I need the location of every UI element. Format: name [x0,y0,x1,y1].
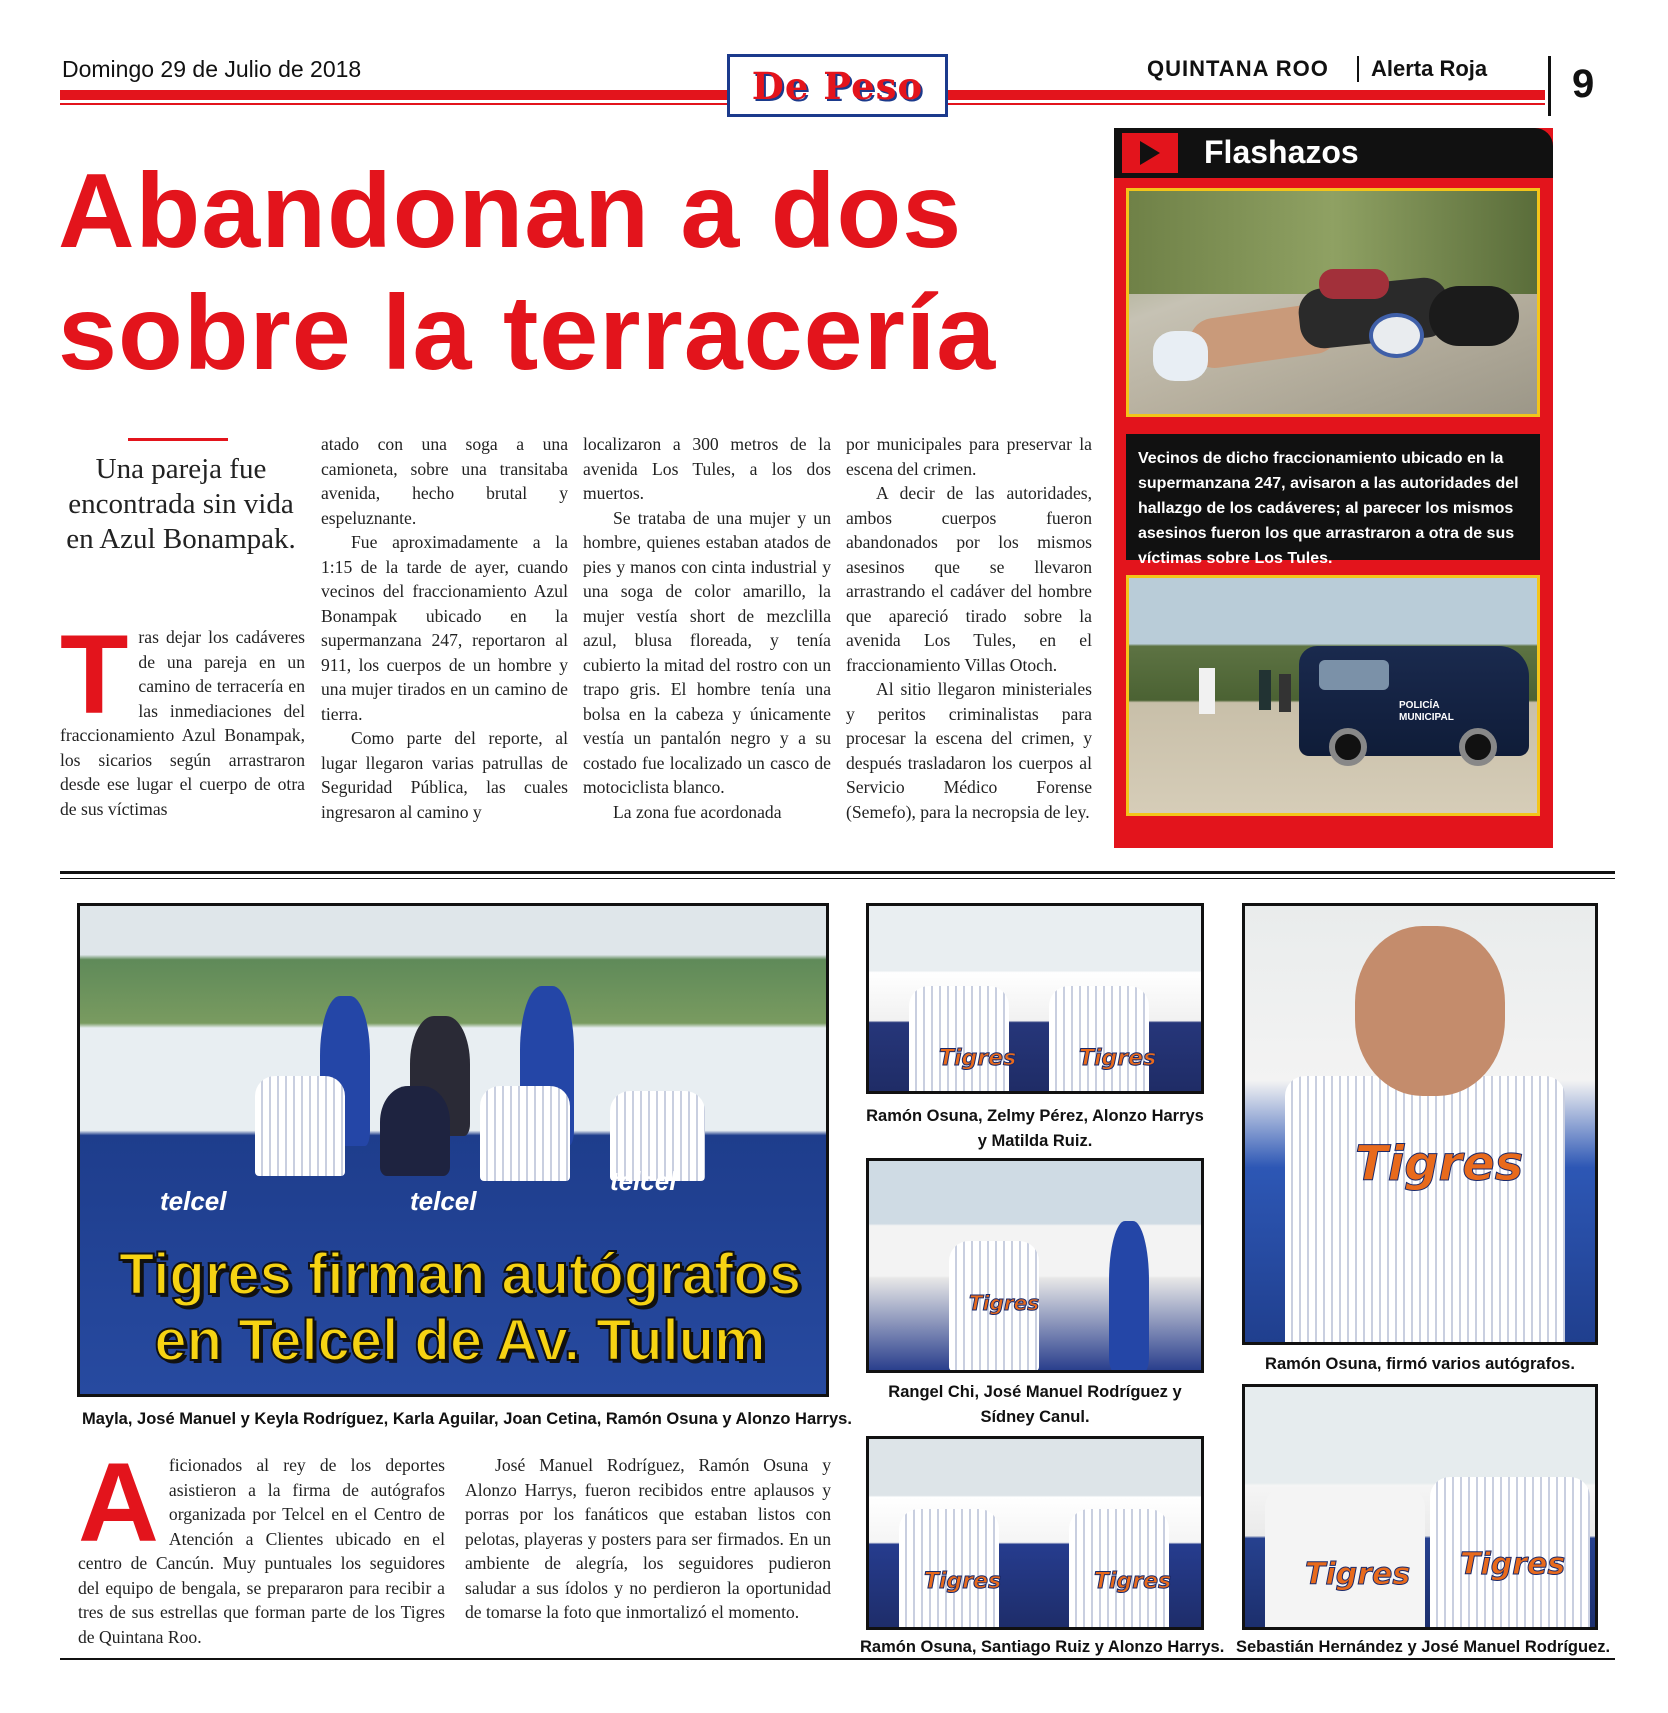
photo-caption: Sebastián Hernández y José Manuel Rodríguez. [1236,1638,1611,1656]
story1-paragraph: Al sitio llegaron ministeriales y peritos criminalistas para procesar la escena del crimen, y después trasladaron los cuerpos al Servicio Médico Forense (Semefo), para la necropsia de ley. [846,679,1092,822]
main-photo-caption: Mayla, José Manuel y Keyla Rodríguez, Karla Aguilar, Joan Cetina, Ramón Osuna y Alonzo Harrys. [82,1410,852,1428]
wheel-icon [1459,728,1497,766]
player-signing-photo [1242,903,1598,1345]
story1-paragraph: ras dejar los cadáveres de una pareja en un camino de terracería en las inmediaciones del fraccionamiento Azul Bonampak, los sicarios según arrastraron desde ese lugar el cuerpo de otra de sus víctimas [60,627,305,819]
headline-line-2: sobre la terracería [58,274,997,392]
story1-paragraph: Fue aproximadamente a la 1:15 de la tarde de ayer, cuando vecinos del fraccionamiento Azul Bonampak ubicado en la supermanzana 247, reportaron al 911, los cuerpos de un hombre y una mujer tirados en un camino de tierra. [321,532,568,724]
crime-scene-photo [1126,188,1540,417]
story1-paragraph: por municipales para preservar la escena del crimen. [846,434,1092,479]
players-photo-1 [866,903,1204,1094]
telcel-logo: telcel [160,1186,227,1216]
officer [1259,670,1271,710]
truck-window [1319,660,1389,690]
issue-date: Domingo 29 de Julio de 2018 [62,56,362,82]
telcel-logo: telcel [410,1186,477,1216]
player-jersey [480,1086,570,1181]
jersey-logo: Tigres [1094,1569,1172,1594]
section-divider [60,871,1615,874]
helmet-icon [1369,313,1424,358]
jersey-logo: Tigres [1460,1547,1566,1582]
headline-line-1: Abandonan a dos [58,152,963,270]
floral-blouse [1319,269,1389,299]
banner-line-1: Tigres firman autógrafos [118,1242,802,1307]
story1-column-1 [60,612,305,821]
story1-paragraph: localizaron a 300 metros de la avenida Los Tules, a los dos muertos. [583,434,831,503]
section-divider-thin [60,878,1615,879]
section-separator [1357,56,1359,82]
player-head [1355,926,1505,1096]
player-jersey [1049,986,1149,1094]
story1-paragraph: La zona fue acordonada [613,801,782,822]
jersey-logo: Tigres [924,1569,1002,1594]
photo-caption: Ramón Osuna, Santiago Ruiz y Alonzo Harrys. [860,1638,1225,1656]
guest [380,1086,450,1176]
officer [1199,668,1215,714]
telcel-logo: telcel [610,1166,677,1196]
story1-paragraph: Como parte del reporte, al lugar llegaron varias patrullas de Seguridad Pública, las cuales ingresaron al camino y [321,728,568,822]
story2-column-1 [78,1440,445,1649]
player-jersey [909,986,1009,1094]
players-photo-3 [866,1436,1204,1630]
logo-text: De Peso [751,63,924,108]
patrol-truck [1299,646,1529,756]
story1-paragraph: atado con una soga a una camioneta, sobre una transitaba avenida, hecho brutal y espeluznante. [321,434,568,528]
story-deck: Una pareja fue encontrada sin vida en Azul Bonampak. [66,453,296,555]
drop-cap: T [60,612,129,737]
fans-photo [1242,1384,1598,1630]
plastic-bag [1153,331,1208,381]
headline [58,150,1108,394]
trash-bag [1429,286,1519,346]
story1-column-2 [321,432,568,824]
players-photo-2 [866,1158,1204,1373]
wheel-icon [1329,728,1367,766]
jersey-logo: Tigres [939,1046,1017,1071]
player-jersey [255,1076,345,1176]
patrol-label: MUNICIPAL [1399,712,1454,723]
hostess [1109,1221,1149,1371]
jersey-logo: Tigres [1355,1136,1524,1192]
play-icon [1140,141,1160,165]
section-name: QUINTANA ROO [1147,56,1329,81]
photo-caption: Ramón Osuna, firmó varios autógrafos. [1265,1355,1575,1373]
deck-rule [128,438,228,441]
story1-paragraph: A decir de las autoridades, ambos cuerpos fueron abandonados por los mismos asesinos que se llevaron arrastrando el cadáver del hombre que apareció tirado sobre la avenida Los Tules, en el fraccionamiento Villas Otoch. [846,483,1092,675]
page-number-divider [1548,56,1551,116]
drop-cap: A [78,1440,159,1565]
story2-column-2 [465,1453,831,1625]
player-jersey [1285,1076,1565,1345]
photo-caption: Ramón Osuna, Zelmy Pérez, Alonzo Harrys y Matilda Ruiz. [866,1107,1204,1150]
page-number: 9 [1572,62,1595,106]
story1-paragraph: Se trataba de una mujer y un hombre, quienes estaban atados de pies y manos con cinta industrial y una soga de color amarillo, la mujer vestía short de mezclilla azul, blusa floreada, y tenía cubierto la mitad del rostro con un trapo gris. El hombre tenía una bolsa en la cabeza y únicamente vestía un pantalón negro y a su costado fue localizado un casco de motociclista blanco. [583,507,831,797]
flashazos-caption: Vecinos de dicho fraccionamiento ubicado en la supermanzana 247, avisaron a las autoridades del hallazgo de los cadáveres; al parecer los mismos asesinos fueron los que arrastraron a otra de sus víctimas sobre Los Tules. [1126,434,1540,560]
story1-column-4 [846,432,1092,824]
masthead-logo [727,54,948,117]
story2-paragraph: ficionados al rey de los deportes asistieron a la firma de autógrafos organizada por Telcel en el Centro de Atención a Clientes ubicado en el centro de Cancún. Muy puntuales los seguidores del equipo de bengala, se prepararon para recibir a tres de sus estrellas que forman parte de los Tigres de Quintana Roo. [78,1455,445,1647]
subsection-name: Alerta Roja [1371,56,1488,81]
story2-paragraph: José Manuel Rodríguez, Ramón Osuna y Alonzo Harrys, fueron recibidos entre aplausos y porras por los fanáticos que estaban listos con pelotas, playeras y posters para ser firmados. En un ambiente de alegría, los seguidores pudieron saludar a sus ídolos y no perdieron la oportunidad de tomarse la foto que inmortalizó el momento. [465,1455,831,1622]
flashazos-title: Flashazos [1204,134,1359,170]
banner-line-2: en Telcel de Av. Tulum [154,1308,766,1373]
officer [1279,674,1291,712]
photo-caption: Rangel Chi, José Manuel Rodríguez y Sídney Canul. [888,1383,1182,1426]
patrol-photo [1126,575,1540,816]
story1-column-3 [583,432,831,824]
bottom-rule [60,1658,1615,1660]
jersey-logo: Tigres [1079,1046,1157,1071]
event-banner [65,1242,855,1374]
patrol-label: POLICÍA [1399,700,1440,711]
jersey-logo: Tigres [969,1291,1040,1315]
jersey-logo: Tigres [1305,1557,1411,1592]
